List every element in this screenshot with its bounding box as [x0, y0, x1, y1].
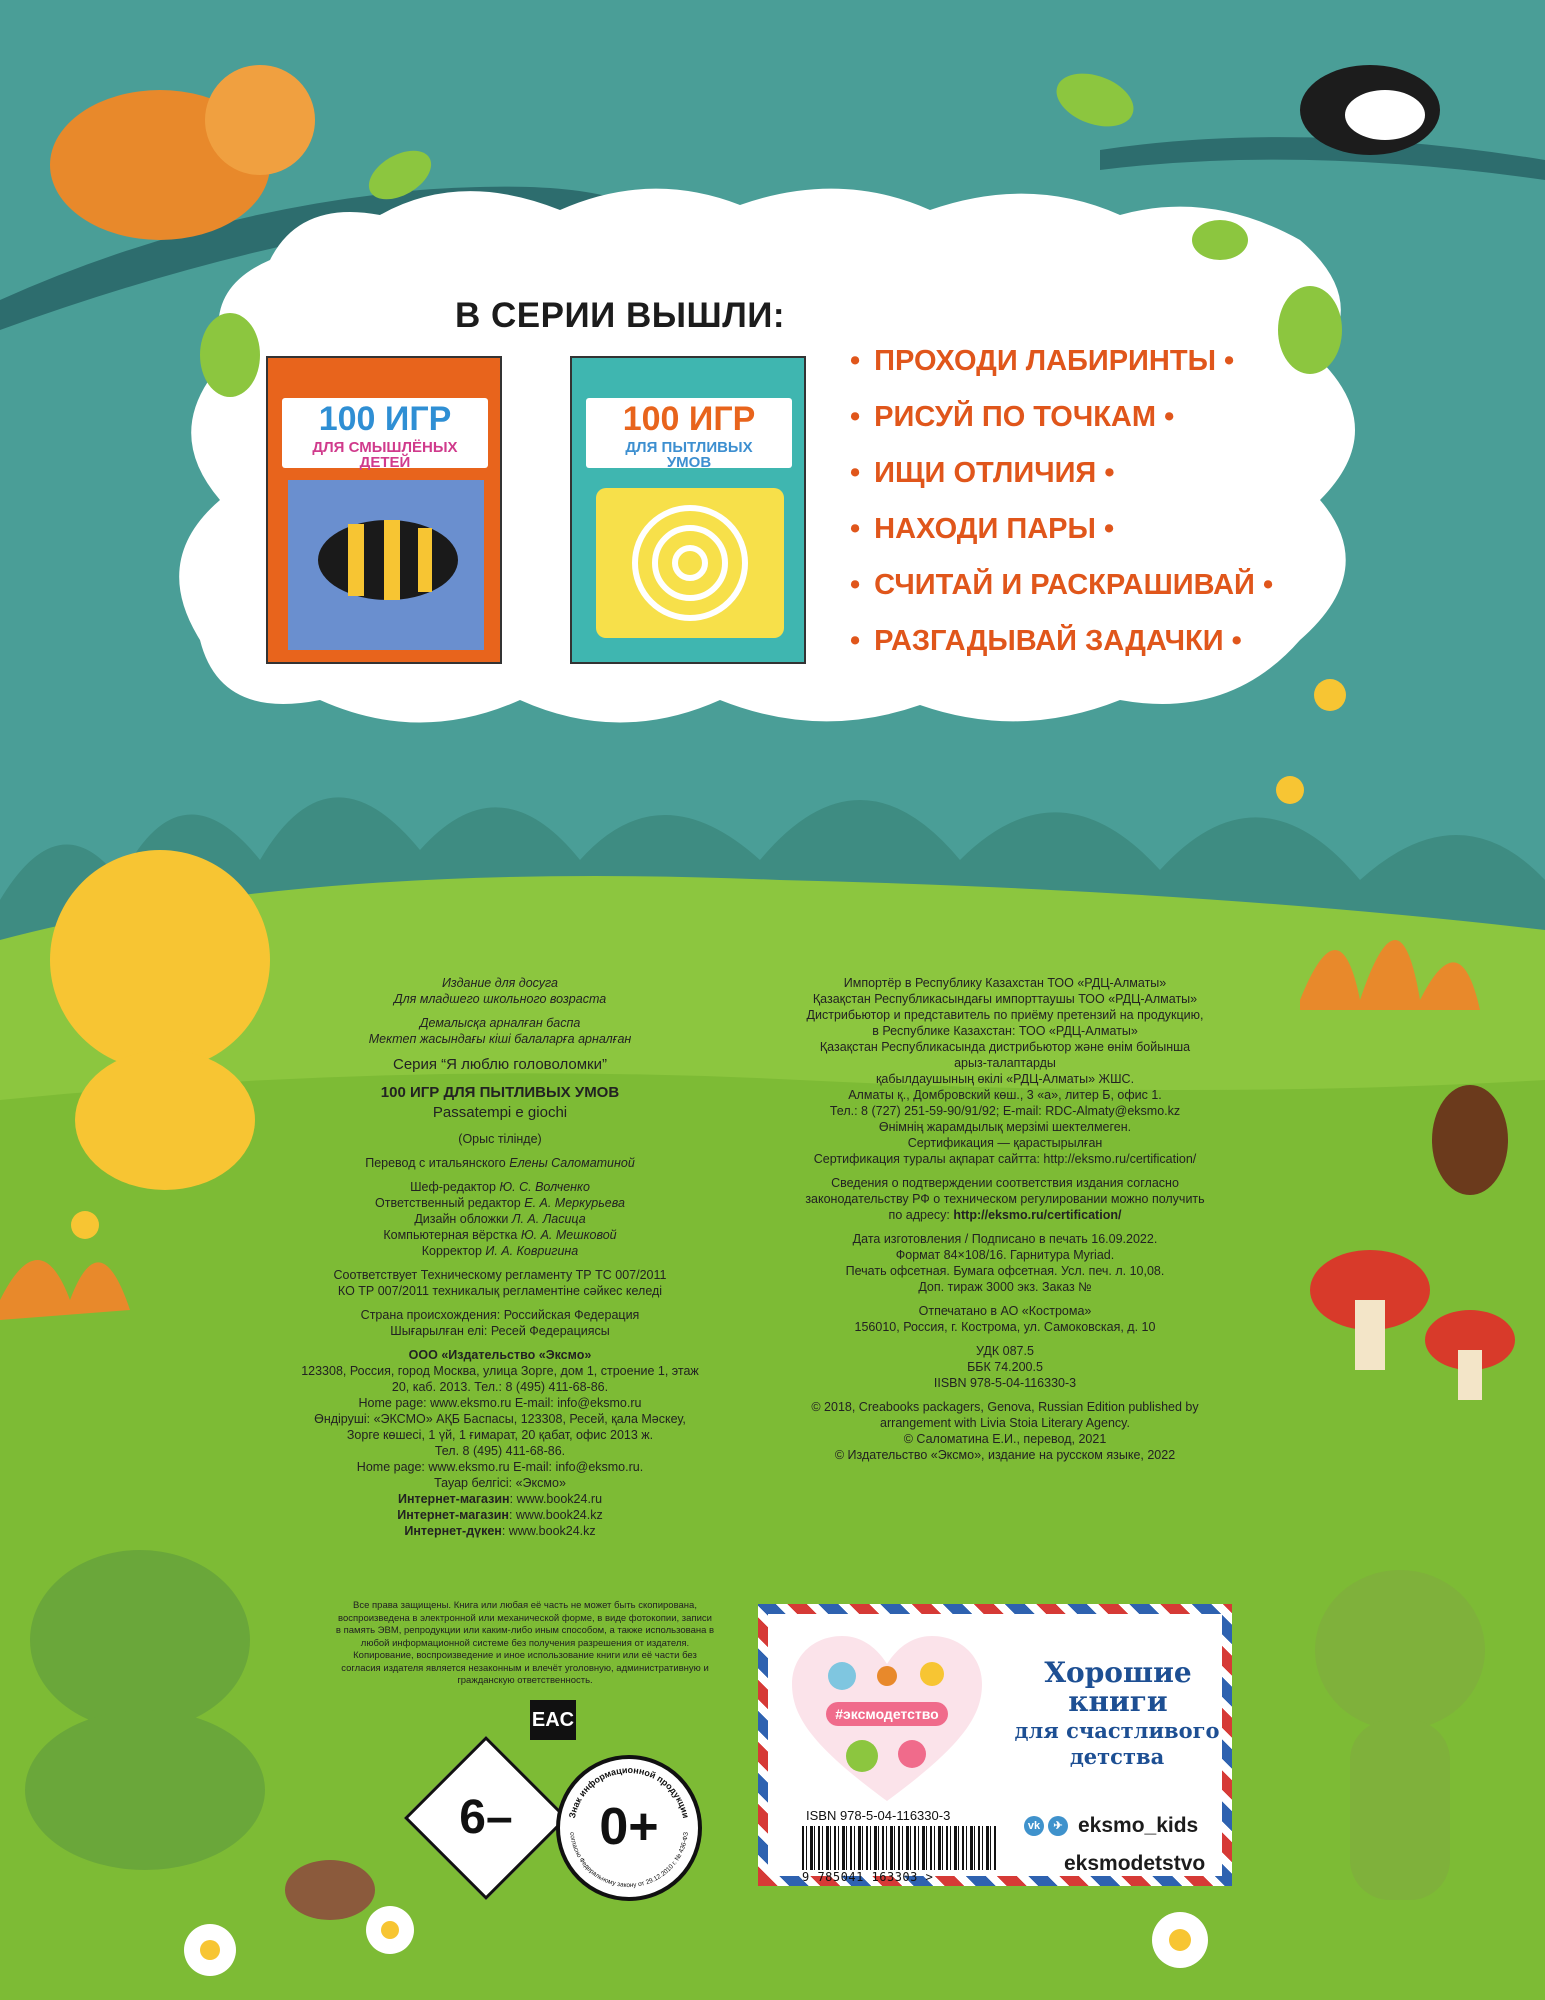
language-note: (Орыс тілінде) — [458, 1132, 542, 1146]
translation-credit: Перевод с итальянского Елены Саломатиной — [365, 1156, 635, 1170]
cover-subtitle-line-1: ДЛЯ ПЫТЛИВЫХ — [625, 439, 753, 456]
layout-credit: Компьютерная вёрстка Ю. А. Мешковой — [383, 1228, 617, 1242]
age-note-kz: Мектеп жасындағы кіші балаларға арналған — [368, 1032, 632, 1046]
heart-logo — [792, 1636, 982, 1806]
cover-design-credit: Дизайн обложки Л. А. Ласица — [414, 1212, 586, 1226]
cover-title-card — [282, 398, 488, 471]
print-format: Формат 84×108/16. Гарнитура Myriad. — [895, 1248, 1115, 1262]
publisher-web: Home page: www.eksmo.ru E-mail: info@eksmo.ru — [358, 1396, 642, 1410]
distributor-line: Дистрибьютор и представитель по приёму претензий на продукцию, — [806, 1008, 1204, 1022]
activity-item: • ПРОХОДИ ЛАБИРИНТЫ • — [850, 345, 1273, 401]
cover-subtitle — [586, 440, 792, 470]
conformity-note: законодательству РФ о техническом регулировании можно получить — [805, 1192, 1205, 1206]
distributor-line: Қазақстан Республикасында дистрибьютор және өнім бойынша — [819, 1040, 1191, 1054]
activity-item: • НАХОДИ ПАРЫ • — [850, 513, 1273, 569]
rights-line: © Издательство «Эксмо», издание на русском языке, 2022 — [834, 1448, 1176, 1462]
vk-icon[interactable]: vk — [1024, 1816, 1044, 1836]
online-shop: Интернет-магазин: www.book24.kz — [397, 1508, 603, 1522]
trademark: Тауар белгісі: «Эксмо» — [434, 1476, 566, 1490]
shelf-life: Өнімнің жарамдылық мерзімі шектелмеген. — [878, 1120, 1132, 1134]
cover-subtitle-line-1: ДЛЯ СМЫШЛЁНЫХ — [312, 439, 458, 456]
info-ring-bottom: согласно Федеральному закону от 29.12.2010 г. № 436-ФЗ — [568, 1831, 690, 1890]
online-shop: Интернет-магазин: www.book24.ru — [397, 1492, 603, 1506]
imprint-right-column — [770, 975, 1240, 1463]
country-of-origin: Страна происхождения: Российская Федерация — [360, 1308, 640, 1322]
online-shop: Интернет-дүкен: www.book24.kz — [404, 1524, 596, 1538]
regulation-note: Соответствует Техническому регламенту ТР ТС 007/2011 — [333, 1268, 667, 1282]
series-book-cover-1 — [266, 356, 502, 664]
age-rating-text: 6– — [459, 1791, 513, 1844]
social-site[interactable]: eksmodetstvo — [1064, 1852, 1206, 1875]
isbn-label: ISBN 978-5-04-116330-3 — [806, 1808, 951, 1823]
cover-title: 100 ИГР — [318, 400, 452, 438]
certification-link[interactable]: http://eksmo.ru/certification/ — [953, 1208, 1122, 1222]
series-name: Серия “Я люблю головоломки” — [392, 1056, 607, 1073]
eac-mark: EAC — [530, 1700, 576, 1740]
proofreader-credit: Корректор И. А. Ковригина — [421, 1244, 579, 1258]
activity-item: • РИСУЙ ПО ТОЧКАМ • — [850, 401, 1273, 457]
promo-heading: Хорошие книги — [1044, 1656, 1192, 1718]
barcode-number: 9 785041 163303 > — [802, 1870, 934, 1884]
distributor-line: арыз-талаптарды — [954, 1056, 1056, 1070]
hashtag: #эксмодетство — [826, 1702, 948, 1726]
publisher-address: 20, каб. 2013. Тел.: 8 (495) 411-68-86. — [391, 1380, 609, 1394]
activity-item: • ИЩИ ОТЛИЧИЯ • — [850, 457, 1273, 513]
publisher-address: 123308, Россия, город Москва, улица Зорге, дом 1, строение 1, этаж — [301, 1364, 699, 1378]
distributor-line: в Республике Казахстан: ТОО «РДЦ-Алматы» — [872, 1024, 1138, 1038]
copyright-notice: Все права защищены. Книга или любая её часть не может быть скопирована, воспроизведена в электронной или механической форме, в виде фотокопии, записи в память ЭВМ, репродукции или каким-либо иным способом, а также использована в любой информационной системе без получения разрешения от издателя. Копирование, воспроизведение и иное использование книги или её части без согласия издателя является незаконным и влечёт уголовную, административную и гражданскую ответственность. — [335, 1600, 715, 1686]
importer-line: Қазақстан Республикасындағы импорттаушы ТОО «РДЦ-Алматы» — [812, 992, 1198, 1006]
distributor-line: қабылдаушының өкілі «РДЦ-Алматы» ЖШС. — [875, 1072, 1135, 1086]
age-note: Для младшего школьного возраста — [393, 992, 607, 1006]
conformity-note: Сведения о подтверждении соответствия издания согласно — [831, 1176, 1179, 1190]
cover-title: 100 ИГР — [622, 400, 756, 438]
certification: Сертификация — қарастырылған — [907, 1136, 1103, 1150]
regulation-note-kz: КО ТР 007/2011 техникалық регламентіне сәйкес келеді — [337, 1284, 663, 1298]
bbk-code: ББК 74.200.5 — [967, 1360, 1043, 1374]
social-handle[interactable]: eksmo_kids — [1078, 1814, 1199, 1837]
original-title: Passatempi e giochi — [432, 1104, 568, 1121]
conformity-link-line: по адресу: http://eksmo.ru/certification/ — [888, 1208, 1122, 1222]
social-icons — [1024, 1816, 1072, 1836]
cover-subtitle-line-2: УМОВ — [666, 454, 712, 471]
age-rating-zero: 0+ — [599, 1798, 659, 1856]
rights-line: arrangement with Livia Stoia Literary Agency. — [880, 1416, 1130, 1430]
printer-name: Отпечатано в АО «Кострома» — [918, 1304, 1092, 1318]
maze-puzzle-illustration — [596, 488, 784, 638]
publisher-name: ООО «Издательство «Эксмо» — [408, 1348, 592, 1362]
series-book-cover-2 — [570, 356, 806, 664]
telegram-icon[interactable]: ✈ — [1048, 1816, 1068, 1836]
promo-subheading: для счастливого детства — [1014, 1718, 1220, 1769]
book-title: 100 ИГР ДЛЯ ПЫТЛИВЫХ УМОВ — [380, 1084, 620, 1101]
isbn-code: IISBN 978-5-04-116330-3 — [933, 1376, 1077, 1390]
activities-list — [850, 345, 1273, 681]
importer-line: Импортёр в Республику Казахстан ТОО «РДЦ-Алматы» — [843, 976, 1167, 990]
info-ring-top: Знак информационной продукции — [566, 1764, 692, 1820]
publisher-kz-phone: Тел. 8 (495) 411-68-86. — [434, 1444, 566, 1458]
publisher-kz: Зорге көшесі, 1 үй, 1 ғимарат, 20 қабат, офис 2013 ж. — [346, 1428, 654, 1442]
barcode — [802, 1826, 998, 1870]
promo-card — [758, 1604, 1232, 1886]
print-date: Дата изготовления / Подписано в печать 16.09.2022. — [852, 1232, 1158, 1246]
edition-note-kz: Демалысқа арналған баспа — [419, 1016, 581, 1030]
edition-note: Издание для досуга — [441, 976, 559, 990]
print-run: Доп. тираж 3000 экз. Заказ № — [918, 1280, 1092, 1294]
print-specs: Печать офсетная. Бумага офсетная. Усл. печ. л. 10,08. — [845, 1264, 1165, 1278]
chief-editor-credit: Шеф-редактор Ю. С. Волченко — [410, 1180, 590, 1194]
series-heading: В СЕРИИ ВЫШЛИ: — [455, 296, 786, 335]
udc-code: УДК 087.5 — [976, 1344, 1034, 1358]
cover-subtitle — [282, 440, 488, 470]
distributor-address: Алматы қ., Домбровский көш., 3 «а», литер Б, офис 1. — [848, 1088, 1162, 1102]
country-of-origin-kz: Шығарылған елі: Ресей Федерациясы — [390, 1324, 610, 1338]
rights-line: © 2018, Creabooks packagers, Genova, Russian Edition published by — [811, 1400, 1199, 1414]
cover-title-card — [586, 398, 792, 471]
certification-info: Сертификация туралы ақпарат сайтта: http://eksmo.ru/certification/ — [813, 1152, 1197, 1166]
responsible-editor-credit: Ответственный редактор Е. А. Меркурьева — [375, 1196, 625, 1210]
imprint-left-column — [300, 975, 700, 1539]
cover-subtitle-line-2: ДЕТЕЙ — [359, 454, 411, 471]
publisher-kz: Өндіруші: «ЭКСМО» АҚБ Баспасы, 123308, Ресей, қала Мәскеу, — [314, 1412, 686, 1426]
distributor-contact: Тел.: 8 (727) 251-59-90/91/92; E-mail: RDC-Almaty@eksmo.kz — [829, 1104, 1181, 1118]
activity-item: • РАЗГАДЫВАЙ ЗАДАЧКИ • — [850, 625, 1273, 681]
publisher-web: Home page: www.eksmo.ru E-mail: info@eksmo.ru. — [356, 1460, 644, 1474]
activity-item: • СЧИТАЙ И РАСКРАШИВАЙ • — [850, 569, 1273, 625]
printer-address: 156010, Россия, г. Кострома, ул. Самоковская, д. 10 — [854, 1320, 1156, 1334]
rights-line: © Саломатина Е.И., перевод, 2021 — [903, 1432, 1107, 1446]
fish-puzzle-illustration — [288, 480, 484, 650]
